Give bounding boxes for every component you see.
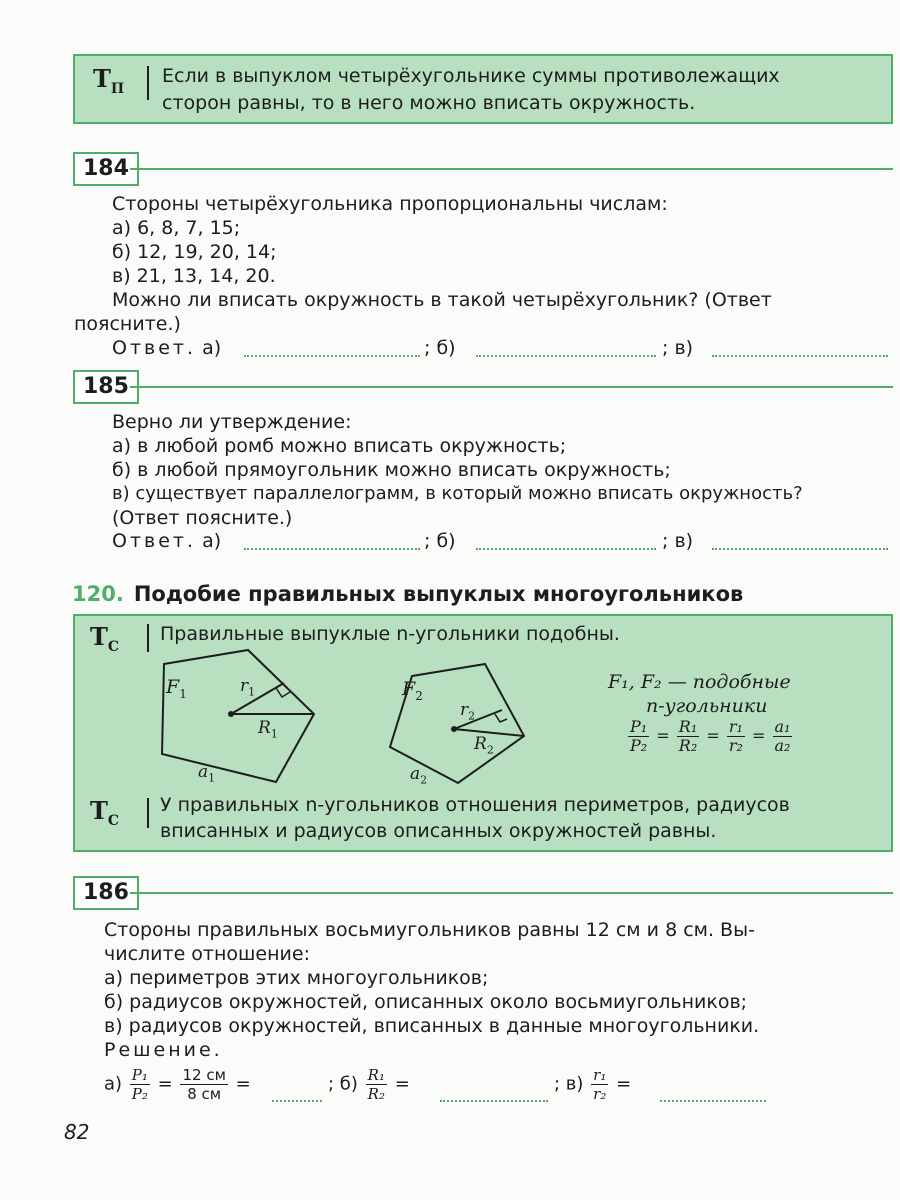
ex186-line: числите отношение: <box>104 943 310 965</box>
answer-c-field[interactable] <box>712 355 888 357</box>
ratio-formula: $\frac{\text{P₁}}{\text{P₂}}$ = $\frac{\text{R₁}}{\text{R₂}}$ = $\frac{\text{r₁}}{\text{r₂}}$ = $\frac{\text{a₁}}{\text{a₂}}$ <box>630 717 791 755</box>
label-R1: $R_1$ <box>258 718 278 741</box>
solution-a-field[interactable] <box>272 1100 322 1102</box>
answer-c-field[interactable] <box>712 548 888 550</box>
page-number: 82 <box>64 1120 90 1144</box>
ex184-line: поясните.) <box>74 313 181 335</box>
answer-label: Ответ. <box>112 337 197 359</box>
ex184-answer-row <box>112 337 221 359</box>
answer-label: Ответ. <box>112 530 197 552</box>
pentagon-f1 <box>162 650 314 785</box>
answer-c-label: ; в) <box>662 337 694 359</box>
answer-b-label: ; б) <box>424 530 456 552</box>
ex186-line: в) радиусов окружностей, вписанных в данные многоугольники. <box>104 1015 760 1037</box>
exercise-rule-186 <box>130 892 893 894</box>
ex184-line: Можно ли вписать окружность в такой четырёхугольник? (Ответ <box>112 289 772 311</box>
answer-a-label: а) <box>202 337 222 359</box>
right-angle-mark <box>495 714 507 722</box>
theorem-mark-1: $T_П$ <box>93 64 125 97</box>
exercise-rule-185 <box>130 386 893 388</box>
ex184-line: в) 21, 13, 14, 20. <box>112 265 276 287</box>
ex185-line: Верно ли утверждение: <box>112 411 352 433</box>
ex186-line: а) периметров этих многоугольников; <box>104 967 489 989</box>
answer-b-field[interactable] <box>476 548 656 550</box>
label-r1: $r_1$ <box>240 676 256 699</box>
exercise-number-186: 186 <box>73 876 139 910</box>
ex186-line: Стороны правильных восьмиугольников равны 12 см и 8 см. Вы- <box>104 919 755 941</box>
exercise-rule-184 <box>130 168 893 170</box>
ex184-line: а) 6, 8, 7, 15; <box>112 217 241 239</box>
label-R2: $R_2$ <box>474 734 494 757</box>
label-F1: $F_1$ <box>166 676 187 701</box>
solution-b: ; б) $\frac{\text{R₁}}{\text{R₂}}$ = <box>328 1066 410 1103</box>
radius-r1 <box>231 683 284 714</box>
theorem-mark-2: $T_C$ <box>90 622 120 655</box>
section-number: 120. <box>72 582 124 606</box>
similarity-caption-line2: n-угольники <box>646 695 768 717</box>
label-r2: $r_2$ <box>460 700 476 723</box>
label-F2: $F_2$ <box>402 678 423 703</box>
theorem-mark-3: $T_C$ <box>90 796 120 829</box>
answer-a-label: а) <box>202 530 222 552</box>
exercise-number-185: 185 <box>73 370 139 404</box>
ex185-line: (Ответ поясните.) <box>112 507 293 529</box>
ex185-answer-row <box>112 530 221 552</box>
ex185-line: б) в любой прямоугольник можно вписать окружность; <box>112 459 671 481</box>
solution-b-field[interactable] <box>440 1100 548 1102</box>
theorem-separator-1 <box>147 66 149 100</box>
figure-f1 <box>162 650 314 785</box>
center-point <box>228 711 234 717</box>
solution-c-field[interactable] <box>660 1100 766 1102</box>
section-title: Подобие правильных выпуклых многоугольников <box>133 582 744 606</box>
theorem-1-line1: Если в выпуклом четырёхугольнике суммы противолежащих <box>162 65 780 87</box>
answer-b-field[interactable] <box>476 355 656 357</box>
exercise-number-184: 184 <box>73 152 139 186</box>
similarity-caption-line1: F₁, F₂ — подобные <box>608 671 791 693</box>
theorem-3-line2: вписанных и радиусов описанных окружностей равны. <box>160 820 717 842</box>
ex184-line: б) 12, 19, 20, 14; <box>112 241 277 263</box>
theorem-2-text: Правильные выпуклые n-угольники подобны. <box>160 623 620 645</box>
solution-a: а) $\frac{\text{P₁}}{\text{P₂}}$ = $\frac{12 см}{8 см}$ = <box>104 1066 251 1103</box>
section-heading <box>72 582 743 606</box>
answer-c-label: ; в) <box>662 530 694 552</box>
ex185-line: в) существует параллелограмм, в который можно вписать окружность? <box>112 483 803 504</box>
label-a1: $a_1$ <box>198 762 216 785</box>
solution-label: Решение. <box>104 1039 223 1061</box>
ex185-line: а) в любой ромб можно вписать окружность; <box>112 435 567 457</box>
center-point <box>451 726 457 732</box>
answer-a-field[interactable] <box>244 355 420 357</box>
theorem-1-line2: сторон равны, то в него можно вписать окружность. <box>162 92 696 114</box>
theorem-3-line1: У правильных n-угольников отношения периметров, радиусов <box>160 794 790 816</box>
solution-c: ; в) $\frac{\text{r₁}}{\text{r₂}}$ = <box>554 1066 632 1103</box>
theorem-separator-3 <box>147 798 149 828</box>
theorem-separator-2 <box>147 624 149 652</box>
answer-b-label: ; б) <box>424 337 456 359</box>
label-a2: $a_2$ <box>410 764 428 787</box>
ex186-line: б) радиусов окружностей, описанных около восьмиугольников; <box>104 991 748 1013</box>
ex184-line: Стороны четырёхугольника пропорциональны числам: <box>112 193 668 215</box>
answer-a-field[interactable] <box>244 548 420 550</box>
